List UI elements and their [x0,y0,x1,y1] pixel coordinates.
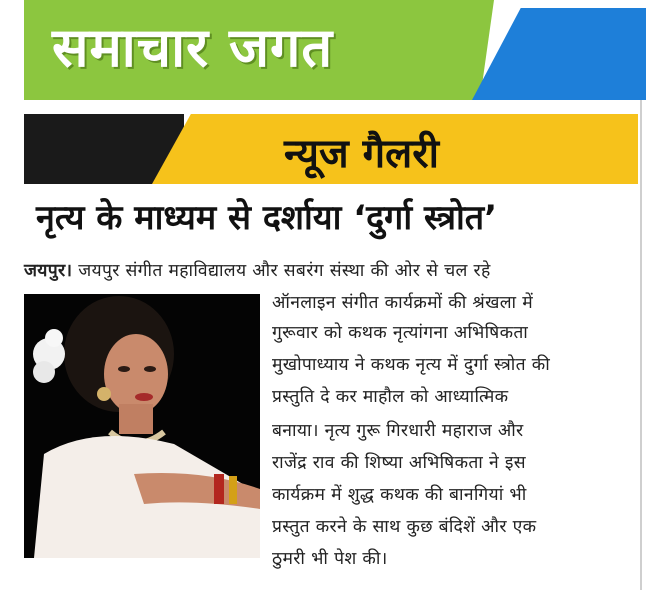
article-dateline: जयपुर। [24,261,73,281]
article-line: ऑनलाइन संगीत कार्यक्रमों की श्रंखला में [272,293,534,313]
article-line: कार्यक्रम में शुद्ध कथक की बानगियां भी [272,485,527,505]
article-line: प्रस्तुत करने के साथ कुछ बंदिशें और एक [272,517,537,537]
article-headline: नृत्य के माध्यम से दर्शाया ‘दुर्गा स्त्रोत’ [36,198,498,238]
column-rule [640,100,642,590]
dancer-illustration [24,294,260,558]
article-line: मुखोपाध्याय ने कथक नृत्य में दुर्गा स्त्रोत की [272,355,551,375]
dancer-photo [24,294,260,558]
section-banner [24,114,638,184]
article-line [24,258,491,282]
masthead-title: समाचार जगत [52,16,334,79]
masthead [0,0,646,100]
section-label: न्यूज गैलरी [284,131,439,177]
article-line: राजेंद्र राव की शिष्या अभिषिकता ने इस [272,453,526,473]
article-line: गुरूवार को कथक नृत्यांगना अभिषिकता [272,323,529,343]
article-line-text: जयपुर संगीत महाविद्यालय और सबरंग संस्था की ओर से चल रहे [78,261,491,281]
article-line: प्रस्तुति दे कर माहौल को आध्यात्मिक [272,387,509,407]
article-line: बनाया। नृत्य गुरू गिरधारी महाराज और [272,421,524,441]
masthead-blue-block [472,8,646,100]
article-line: ठुमरी भी पेश की। [272,549,388,569]
